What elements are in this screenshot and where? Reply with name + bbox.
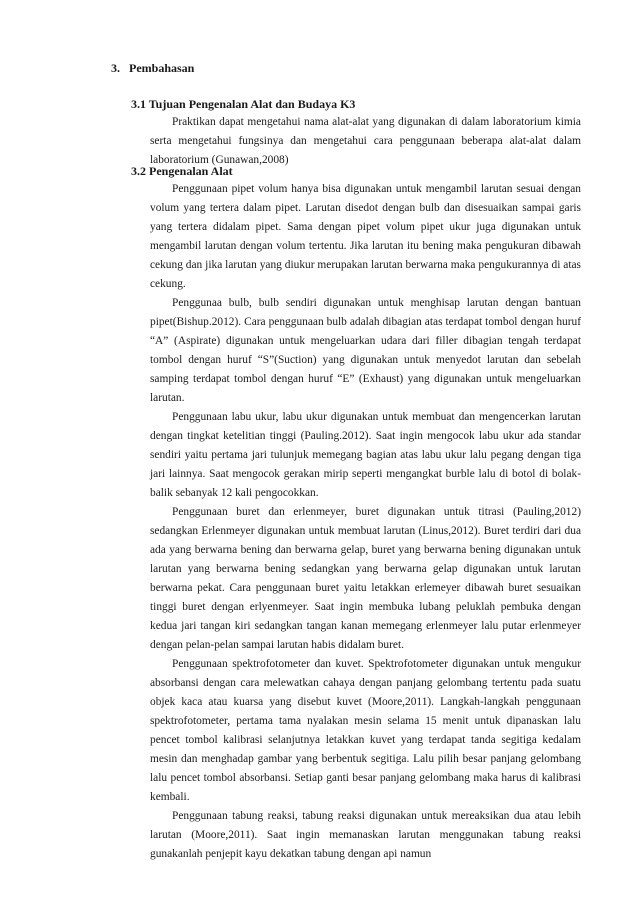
paragraph-bulb: Penggunaa bulb, bulb sendiri digunakan untuk menghisap larutan dengan bantuan pipet(Bishup.2012). Cara penggunaan bulb adalah dibagian atas terdapat tombol dengan huruf “A” (Aspirate) digunakan untuk mengeluarkan udara dari filler dibagian tengah terdapat tombol dengan huruf “S”(Suction) yang digunakan untuk menyedot larutan dan sebelah samping terdapat tombol dengan huruf “E” (Exhaust) yang digunakan untuk mengeluarkan larutan.	[150, 297, 581, 404]
subsection-body-tujuan	[150, 113, 581, 170]
subsection-heading-pengenalan-alat: 3.2 Pengenalan Alat	[131, 164, 233, 178]
section-heading	[111, 60, 194, 76]
paragraph-buret-erlenmeyer: Penggunaan buret dan erlenmeyer, buret digunakan untuk titrasi (Pauling,2012) sedangkan Erlenmeyer digunakan untuk membuat larutan (Linus,2012). Buret terdiri dari dua ada yang berwarna bening dan berwarna gelap, buret yang berwarna bening digunakan untuk larutan yang berwarna bening sedangkan yang berwarna gelap digunakan untuk larutan berwarna pekat. Cara penggunaan buret yaitu letakkan erlemeyer dibawah buret sesuaikan tinggi buret dengan erlyenmeyer. Saat ingin membuka lubang peluklah pembuka dengan kedua jari tangan kiri sedangkan tangan kanan memegang erlenmeyer lalu putar erlenmeyer dengan pelan-pelan sampai larutan habis didalam buret.	[150, 506, 581, 651]
paragraph-pipet: Penggunaan pipet volum hanya bisa digunakan untuk mengambil larutan sesuai dengan volum yang tertera dalam pipet. Larutan disedot dengan bulb dan disesuaikan sampai garis yang tertera didalam pipet. Sama dengan pipet volum pipet ukur juga digunakan untuk mengambil larutan dengan volum tertentu. Jika larutan itu bening maka pengukuran dibawah cekung dan jika larutan yang diukur merupakan larutan berwarna maka pengukurannya di atas cekung.	[150, 183, 581, 290]
subsection-heading-tujuan: 3.1 Tujuan Pengenalan Alat dan Budaya K3	[131, 97, 356, 111]
paragraph-spektrofotometer: Penggunaan spektrofotometer dan kuvet. Spektrofotometer digunakan untuk mengukur absorbansi dengan cara melewatkan cahaya dengan panjang gelombang tertentu pada suatu objek kaca atau kuarsa yang disebut kuvet (Moore,2011). Langkah-langkah penggunaan spektrofotometer, pertama tama nyalakan mesin selama 15 menit untuk dipanaskan lalu pencet tombol kalibrasi selanjutnya letakkan kuvet yang terdapat tanda segitiga kedalam mesin dan menghadap gambar yang berbentuk segitiga. Lalu pilih besar panjang gelombang lalu pencet tombol absorbansi. Setiap ganti besar panjang gelombang maka harus di kalibrasi kembali.	[150, 658, 581, 803]
paragraph-tujuan: Praktikan dapat mengetahui nama alat-alat yang digunakan di dalam laboratorium kimia serta mengetahui fungsinya dan mengetahui cara penggunaan beberapa alat-alat dalam laboratorium (Gunawan,2008)	[150, 116, 581, 166]
section-number: 3.	[111, 61, 120, 75]
paragraph-tabung-reaksi: Penggunaan tabung reaksi, tabung reaksi digunakan untuk mereaksikan dua atau lebih larutan (Moore,2011). Saat ingin memanaskan larutan menggunakan tabung reaksi gunakanlah penjepit kayu dekatkan tabung dengan api namun	[150, 810, 581, 860]
paragraph-labu-ukur: Penggunaan labu ukur, labu ukur digunakan untuk membuat dan mengencerkan larutan dengan tingkat ketelitian tinggi (Pauling.2012). Saat ingin mengocok labu ukur ada standar sendiri yaitu pertama jari tulunjuk memegang bagian atas labu ukur lalu pegang dengan tiga jari lainnya. Saat mengocok gerakan mirip seperti mengangkat burble lalu di botol di bolak-balik sebanyak 12 kali pengocokkan.	[150, 411, 581, 499]
subsection-body-pengenalan-alat	[150, 180, 581, 864]
section-title: Pembahasan	[129, 61, 195, 75]
